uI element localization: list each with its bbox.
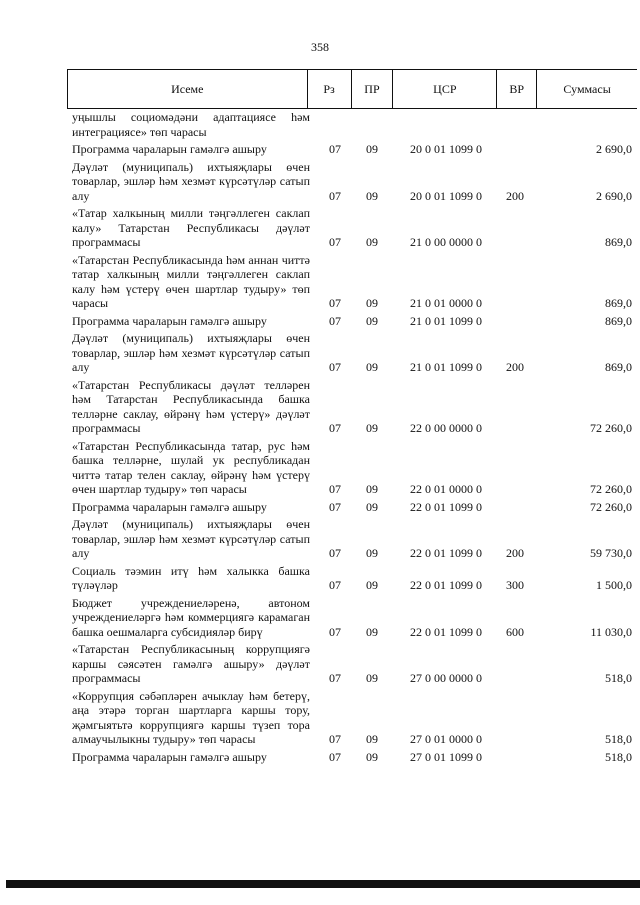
cell-name: «Татарстан Республикасында һәм аннан читтә татар халкының милли тәңгәллеген саклап калу һәм үстерү өчен шартлар тудыру» төп чарасы: [72, 252, 310, 310]
cell-name: Социаль тәэмин итү һәм халыкка башка түләүләр: [72, 563, 310, 592]
cell-name: «Коррупция сәбәпләрен ачыклау һәм бетерү, аңа этәрә торган шартларга каршы тору, җәмгыятьтә коррупциягә каршы түзеп тора алмаучылыкны тудыру» төп чарасы: [72, 688, 310, 746]
cell-rz: 07: [329, 313, 341, 328]
cell-csr: 27 0 00 0000 0: [410, 671, 482, 685]
cell-pr: 09: [366, 360, 378, 374]
column-header-csr: ЦСР: [393, 70, 497, 108]
cell-pr: 09: [366, 188, 378, 203]
page-number: 358: [311, 40, 329, 54]
cell-sum: 72 260,0: [590, 499, 632, 514]
cell-name: Дәүләт (муниципаль) ихтыяҗлары өчен товарлар, эшләр һәм хезмәт күрсәтүләр сатып алу: [72, 517, 310, 560]
cell-sum: 518,0: [605, 671, 632, 685]
cell-name: Дәүләт (муниципаль) ихтыяҗлары өчен товарлар, эшләр һәм хезмәт күрсәтүләр сатып алу: [72, 331, 310, 374]
cell-pr: 09: [366, 235, 378, 249]
column-header-vr: ВР: [497, 70, 537, 108]
cell-csr: 20 0 01 1099 0: [410, 142, 482, 156]
cell-rz: 07: [329, 360, 341, 374]
cell-sum: 518,0: [605, 749, 632, 764]
cell-name: Дәүләт (муниципаль) ихтыяҗлары өчен товарлар, эшләр һәм хезмәт күрсәтүләр сатып алу: [72, 159, 310, 203]
table-row: [72, 314, 632, 329]
table-row: [72, 642, 632, 686]
cell-pr: 09: [366, 671, 378, 685]
column-header-name: Исеме: [68, 70, 308, 108]
cell-vr: 200: [506, 360, 524, 374]
table-row: [72, 110, 632, 139]
cell-rz: 07: [329, 546, 341, 560]
cell-vr: 300: [506, 578, 524, 592]
cell-name: уңышлы социомәдәни адаптациясе һәм интеграциясе» төп чарасы: [72, 110, 310, 139]
cell-csr: 22 0 01 1099 0: [410, 624, 482, 639]
cell-sum: 869,0: [605, 296, 632, 310]
table-body: [72, 110, 632, 767]
table-row: [72, 378, 632, 436]
cell-csr: 21 0 00 0000 0: [410, 235, 482, 249]
cell-name: Программа чараларын гамәлгә ашыру: [72, 313, 267, 328]
cell-csr: 22 0 01 1099 0: [410, 546, 482, 560]
cell-rz: 07: [329, 482, 341, 496]
cell-sum: 1 500,0: [596, 578, 632, 592]
cell-rz: 07: [329, 421, 341, 435]
cell-sum: 518,0: [605, 732, 632, 746]
cell-sum: 59 730,0: [590, 546, 632, 560]
cell-csr: 22 0 01 1099 0: [410, 578, 482, 592]
table-row: [72, 142, 632, 157]
table-row: [72, 564, 632, 593]
cell-sum: 869,0: [605, 235, 632, 249]
table-row: [72, 517, 632, 561]
cell-csr: 21 0 01 1099 0: [410, 313, 482, 328]
table-row: [72, 500, 632, 515]
cell-name: «Татарстан Республикасында татар, рус һәм башка телләрне, шулай ук республикадан читтә татар телен саклау, өйрәнү һәм үстерү өчен шартлар тудыру» төп чарасы: [72, 438, 310, 496]
table-row: [72, 253, 632, 311]
cell-csr: 27 0 01 1099 0: [410, 749, 482, 764]
table-row: [72, 206, 632, 250]
cell-name: Бюджет учреждениеләренә, автоном учреждениеләргә һәм коммерциягә карамаган башка оешмаларга субсидияләр бирү: [72, 595, 310, 639]
table-row: [72, 750, 632, 765]
table-row: [72, 596, 632, 640]
cell-csr: 22 0 01 1099 0: [410, 499, 482, 514]
cell-csr: 21 0 01 1099 0: [410, 360, 482, 374]
cell-pr: 09: [366, 499, 378, 514]
cell-pr: 09: [366, 296, 378, 310]
cell-csr: 22 0 00 0000 0: [410, 421, 482, 435]
cell-name: Программа чараларын гамәлгә ашыру: [72, 499, 267, 514]
cell-rz: 07: [329, 671, 341, 685]
cell-pr: 09: [366, 142, 378, 156]
cell-csr: 21 0 01 0000 0: [410, 296, 482, 310]
cell-sum: 72 260,0: [590, 482, 632, 496]
column-header-sum: Суммасы: [563, 81, 611, 96]
cell-name: «Татарстан Республикасы дәүләт телләрен һәм Татарстан Республикасында башка телләрне саклау, өйрәнү һәм үстерү» дәүләт программасы: [72, 377, 310, 435]
page-bottom-border: [6, 880, 640, 888]
cell-rz: 07: [329, 499, 341, 514]
cell-sum: 72 260,0: [590, 421, 632, 435]
column-header-rz: Рз: [308, 70, 352, 108]
cell-sum: 869,0: [605, 360, 632, 374]
table-row: [72, 689, 632, 747]
cell-pr: 09: [366, 482, 378, 496]
cell-pr: 09: [366, 624, 378, 639]
cell-pr: 09: [366, 749, 378, 764]
cell-name: «Татар халкының милли тәңгәллеген саклап калу» Татарстан Республикасы дәүләт программасы: [72, 206, 310, 249]
cell-name: Программа чараларын гамәлгә ашыру: [72, 749, 267, 764]
cell-rz: 07: [329, 624, 341, 639]
cell-rz: 07: [329, 749, 341, 764]
cell-sum: 11 030,0: [590, 624, 632, 639]
cell-pr: 09: [366, 732, 378, 746]
cell-rz: 07: [329, 296, 341, 310]
cell-sum: 2 690,0: [596, 188, 632, 203]
table-header: [67, 69, 637, 109]
table-row: [72, 331, 632, 375]
cell-rz: 07: [329, 235, 341, 249]
cell-vr: 600: [506, 624, 524, 639]
cell-pr: 09: [366, 578, 378, 592]
cell-rz: 07: [329, 732, 341, 746]
cell-sum: 2 690,0: [596, 142, 632, 156]
cell-csr: 27 0 01 0000 0: [410, 732, 482, 746]
cell-csr: 22 0 01 0000 0: [410, 482, 482, 496]
cell-rz: 07: [329, 188, 341, 203]
cell-name: Программа чараларын гамәлгә ашыру: [72, 142, 267, 156]
cell-pr: 09: [366, 313, 378, 328]
cell-vr: 200: [506, 188, 524, 203]
cell-rz: 07: [329, 578, 341, 592]
table-row: [72, 439, 632, 497]
table-row: [72, 160, 632, 204]
cell-csr: 20 0 01 1099 0: [410, 188, 482, 203]
cell-sum: 869,0: [605, 313, 632, 328]
cell-name: «Татарстан Республикасының коррупциягә каршы сәясәтен гамәлгә ашыру» дәүләт программасы: [72, 642, 310, 685]
cell-rz: 07: [329, 142, 341, 156]
column-header-pr: ПР: [352, 70, 394, 108]
cell-pr: 09: [366, 546, 378, 560]
cell-vr: 200: [506, 546, 524, 560]
cell-pr: 09: [366, 421, 378, 435]
